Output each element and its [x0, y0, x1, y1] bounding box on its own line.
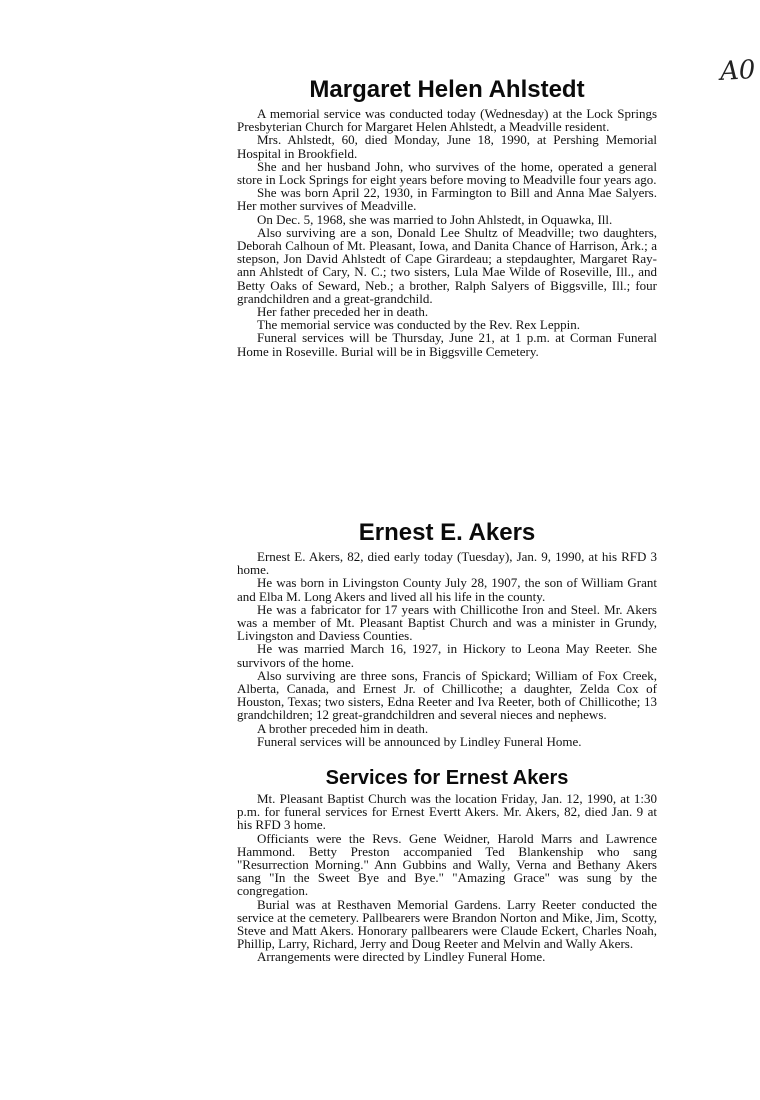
obituary-headline: Margaret Helen Ahlstedt — [309, 76, 585, 103]
handwritten-page-mark: A0 — [719, 55, 757, 87]
obituary-paragraph: She and her husband John, who survives of the home, operated a general store in Lock Springs for eight years before moving to Meadville four years ago. — [237, 158, 657, 188]
obituary-paragraph: She was born April 22, 1930, in Farmington to Bill and Anna Mae Salyers. Her mother survives of Meadville. — [237, 185, 657, 214]
obituary-paragraph: Mrs. Ahlstedt, 60, died Monday, June 18, 1990, at Pershing Memorial Hospital in Brookfield. — [237, 132, 657, 161]
services-paragraph: Burial was at Resthaven Memorial Gardens. Larry Reeter conducted the service at the cemetery. Pallbearers were Brandon Norton and Mike, Jim, Scotty, Steve and Matt Akers. Honorary pallbearers were Claude Eckert, Charles Noah, Phillip, Larry, Richard, Jerry and Doug Reeter and Melvin and Wally Akers. — [237, 896, 657, 952]
obituary-paragraph: He was born in Livingston County July 28, 1907, the son of William Grant and Elba M. Long Akers and lived all his life in the county. — [237, 575, 657, 604]
obituary-paragraph: A memorial service was conducted today (Wednesday) at the Lock Springs Presbyterian Church for Margaret Helen Ahlstedt, a Meadville resident. — [237, 106, 657, 135]
obituary-margaret-ahlstedt — [237, 76, 657, 358]
obituary-paragraph: He was a fabricator for 17 years with Chillicothe Iron and Steel. Mr. Akers was a member of Mt. Pleasant Baptist Church and was a minister in Grundy, Livingston and Daviess Counties. — [237, 601, 657, 644]
services-headline: Services for Ernest Akers — [325, 767, 569, 790]
services-paragraph: Arrangements were directed by Lindley Funeral Home. — [257, 949, 546, 965]
obituary-paragraph: He was married March 16, 1927, in Hickory to Leona May Reeter. She survivors of the home. — [237, 641, 657, 670]
obituary-paragraph: Her father preceded her in death. — [257, 304, 429, 320]
obituary-paragraph: On Dec. 5, 1968, she was married to John Ahlstedt, in Oquawka, Ill. — [257, 211, 613, 227]
services-paragraph: Officiants were the Revs. Gene Weidner, Harold Marrs and Lawrence Hammond. Betty Preston accompanied Ted Blankenship who sang "Resurrection Morning." Ann Gubbins and Wally, Verna and Bethany Akers sang "In the Sweet Bye and Bye." "Amazing Grace" was sung by the congregation. — [237, 830, 657, 899]
obituary-paragraph: Funeral services will be announced by Lindley Funeral Home. — [257, 733, 582, 749]
obituary-paragraph: Ernest E. Akers, 82, died early today (Tuesday), Jan. 9, 1990, at his RFD 3 home. — [237, 549, 657, 578]
services-paragraph: Mt. Pleasant Baptist Church was the location Friday, Jan. 12, 1990, at 1:30 p.m. for funeral services for Ernest Evertt Akers. Mr. Akers, 82, died Jan. 9 at his RFD 3 home. — [237, 791, 657, 833]
obituary-ernest-akers — [237, 519, 657, 964]
obituary-headline: Ernest E. Akers — [358, 519, 536, 546]
obituary-paragraph: The memorial service was conducted by the Rev. Rex Leppin. — [257, 317, 580, 333]
obituary-paragraph: Funeral services will be Thursday, June 21, at 1 p.m. at Corman Funeral Home in Roseville. Burial will be in Biggsville Cemetery. — [237, 330, 657, 359]
obituary-paragraph: A brother preceded him in death. — [257, 720, 429, 736]
obituary-paragraph: Also surviving are three sons, Francis of Spickard; William of Fox Creek, Alberta, Canada, and Ernest Jr. of Chillicothe; a daughter, Zelda Cox of Houston, Texas; two sisters, Edna Reeter and Iva Reeter, both of Chillicothe; 13 grandchildren; 12 great-grandchildren and several nieces and nephews. — [237, 667, 657, 723]
obituary-paragraph: Also surviving are a son, Donald Lee Shultz of Meadville; two daughters, Deborah Calhoun of Mt. Pleasant, Iowa, and Danita Chance of Harrison, Ark.; a stepson, Jon David Ahlstedt of Cape Girardeau; a stepdaughter, Margaret Ray-ann Ahlstedt of Cary, N. C.; two sisters, Lula Mae Wilde of Roseville, Ill., and Betty Oaks of Seward, Neb.; a brother, Ralph Salyers of Biggsville, Ill.; four grandchildren and a great-grandchild. — [237, 224, 657, 306]
